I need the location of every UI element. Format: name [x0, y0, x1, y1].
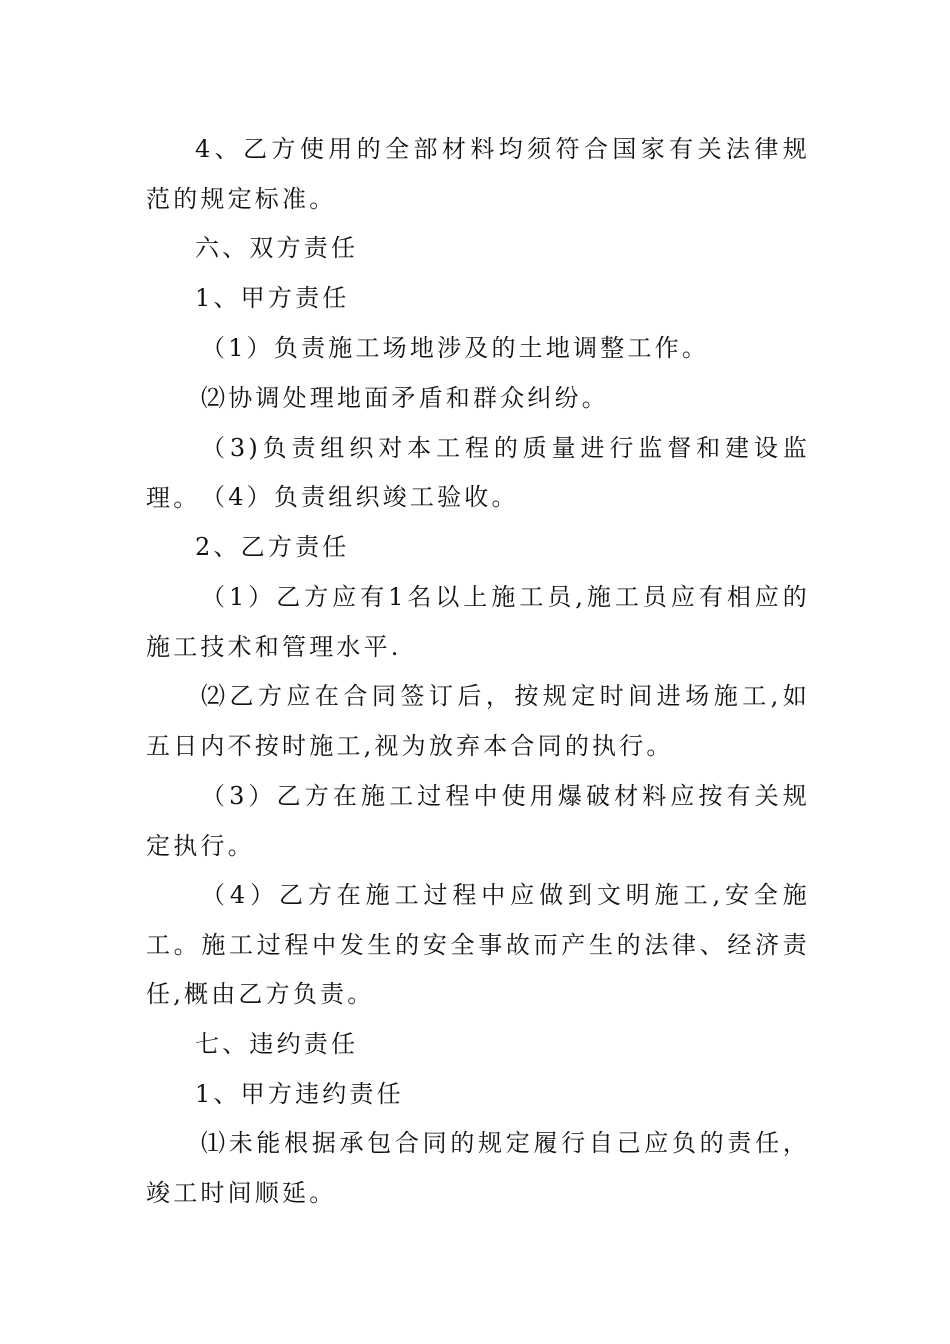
heading-party-b-responsibilities: 2、乙方责任	[195, 533, 350, 561]
list-item-party-b-4: （4）乙方在施工过程中应做到文明施工,安全施工。施工过程中发生的安全事故而产生的法律、经济责任,概由乙方负责。	[146, 881, 810, 1008]
heading-breach-liability: 七、违约责任	[195, 1030, 359, 1058]
list-item-party-b-3: （3）乙方在施工过程中使用爆破材料应按有关规定执行。	[146, 782, 810, 860]
list-item-party-b-2: ⑵乙方应在合同签订后，按规定时间进场施工,如五日内不按时施工,视为放弃本合同的执行。	[146, 682, 810, 760]
heading-party-a-responsibilities: 1、甲方责任	[195, 284, 350, 312]
list-item-party-a-2: ⑵协调处理地面矛盾和群众纠纷。	[201, 384, 609, 412]
list-item-party-a-breach-1: ⑴未能根据承包合同的规定履行自己应负的责任，竣工时间顺延。	[146, 1129, 810, 1207]
list-item-party-a-1: （1）负责施工场地涉及的土地调整工作。	[201, 334, 710, 362]
list-item-party-a-3: （3)负责组织对本工程的质量进行监督和建设监理。	[146, 434, 810, 512]
list-item-party-b-1: （1）乙方应有1名以上施工员,施工员应有相应的施工技术和管理水平.	[146, 583, 810, 661]
list-item-party-a-4: （4）负责组织竣工验收。	[201, 483, 519, 511]
heading-party-a-breach: 1、甲方违约责任	[195, 1080, 404, 1108]
heading-mutual-responsibilities: 六、双方责任	[195, 234, 359, 262]
paragraph-material-standards: 4、乙方使用的全部材料均须符合国家有关法律规范的规定标准。	[146, 135, 810, 213]
